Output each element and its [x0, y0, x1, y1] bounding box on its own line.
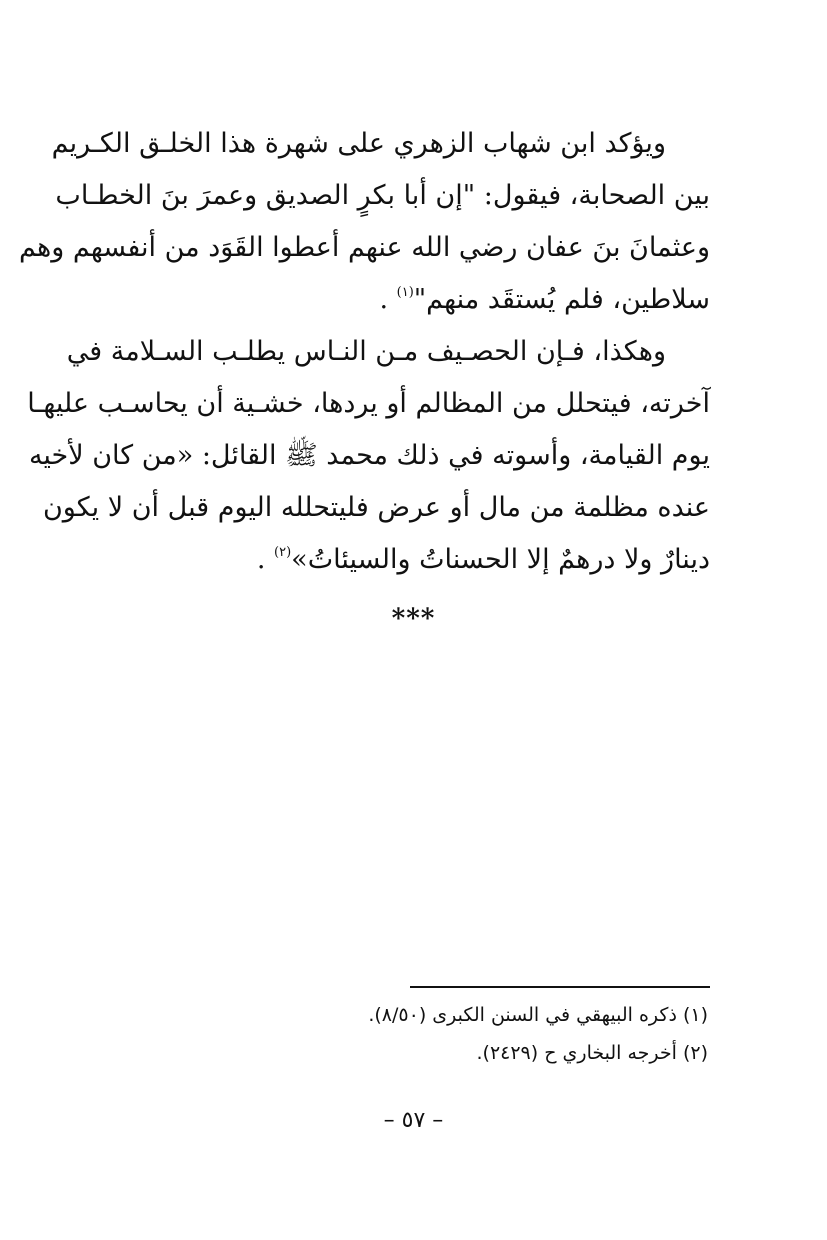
paragraph-1-line-4 — [116, 274, 710, 326]
footnote-1: (١) ذكره البيهقي في السنن الكبرى (٨/٥٠). — [368, 1004, 708, 1026]
paragraph-2-line-5-text: دينارٌ ولا درهمٌ إلا الحسناتُ والسيئاتُ» — [291, 544, 710, 575]
paragraph-2-line-4: عنده مظلمة من مال أو عرض فليتحلله اليوم قبل أن لا يكون — [42, 492, 710, 523]
footnotes — [116, 996, 708, 1072]
footnote-marker-1: (١) — [396, 285, 414, 300]
paragraph-1-line-2: بين الصحابة، فيقول: "إن أبا بكرٍ الصديق وعمرَ بنَ الخطـاب — [55, 180, 710, 211]
paragraph-1-end: . — [379, 284, 389, 315]
paragraph-1-line-1: ويؤكد ابن شهاب الزهري على شهرة هذا الخلـق الكـريم — [51, 128, 666, 159]
paragraph-2-line-3: يوم القيامة، وأسوته في ذلك محمد ﷺ القائل: «من كان لأخيه — [28, 440, 710, 471]
paragraph-2-line-2: آخرته، فيتحلل من المظالم أو يردها، خشـية أن يحاسـب عليهـا — [27, 388, 710, 419]
paragraph-1-line-3: وعثمانَ بنَ عفان رضي الله عنهم أعطوا القَوَد من أنفسهم وهم — [19, 232, 710, 263]
paragraph-2-line-1: وهكذا، فـإن الحصـيف مـن النـاس يطلـب السـلامة في — [66, 336, 666, 367]
section-separator: *** — [391, 604, 436, 634]
main-text — [19, 118, 710, 586]
footnote-marker-2: (٢) — [274, 545, 292, 560]
paragraph-1-line-4-text: سلاطين، فلم يُستقَد منهم" — [413, 284, 710, 315]
paragraph-2-line-5 — [116, 534, 710, 586]
page-number: – ٥٧ – — [383, 1108, 444, 1133]
footnote-divider — [410, 986, 710, 988]
paragraph-2-end: . — [256, 544, 266, 575]
footnote-2: (٢) أخرجه البخاري ح (٢٤٢٩). — [476, 1042, 708, 1064]
